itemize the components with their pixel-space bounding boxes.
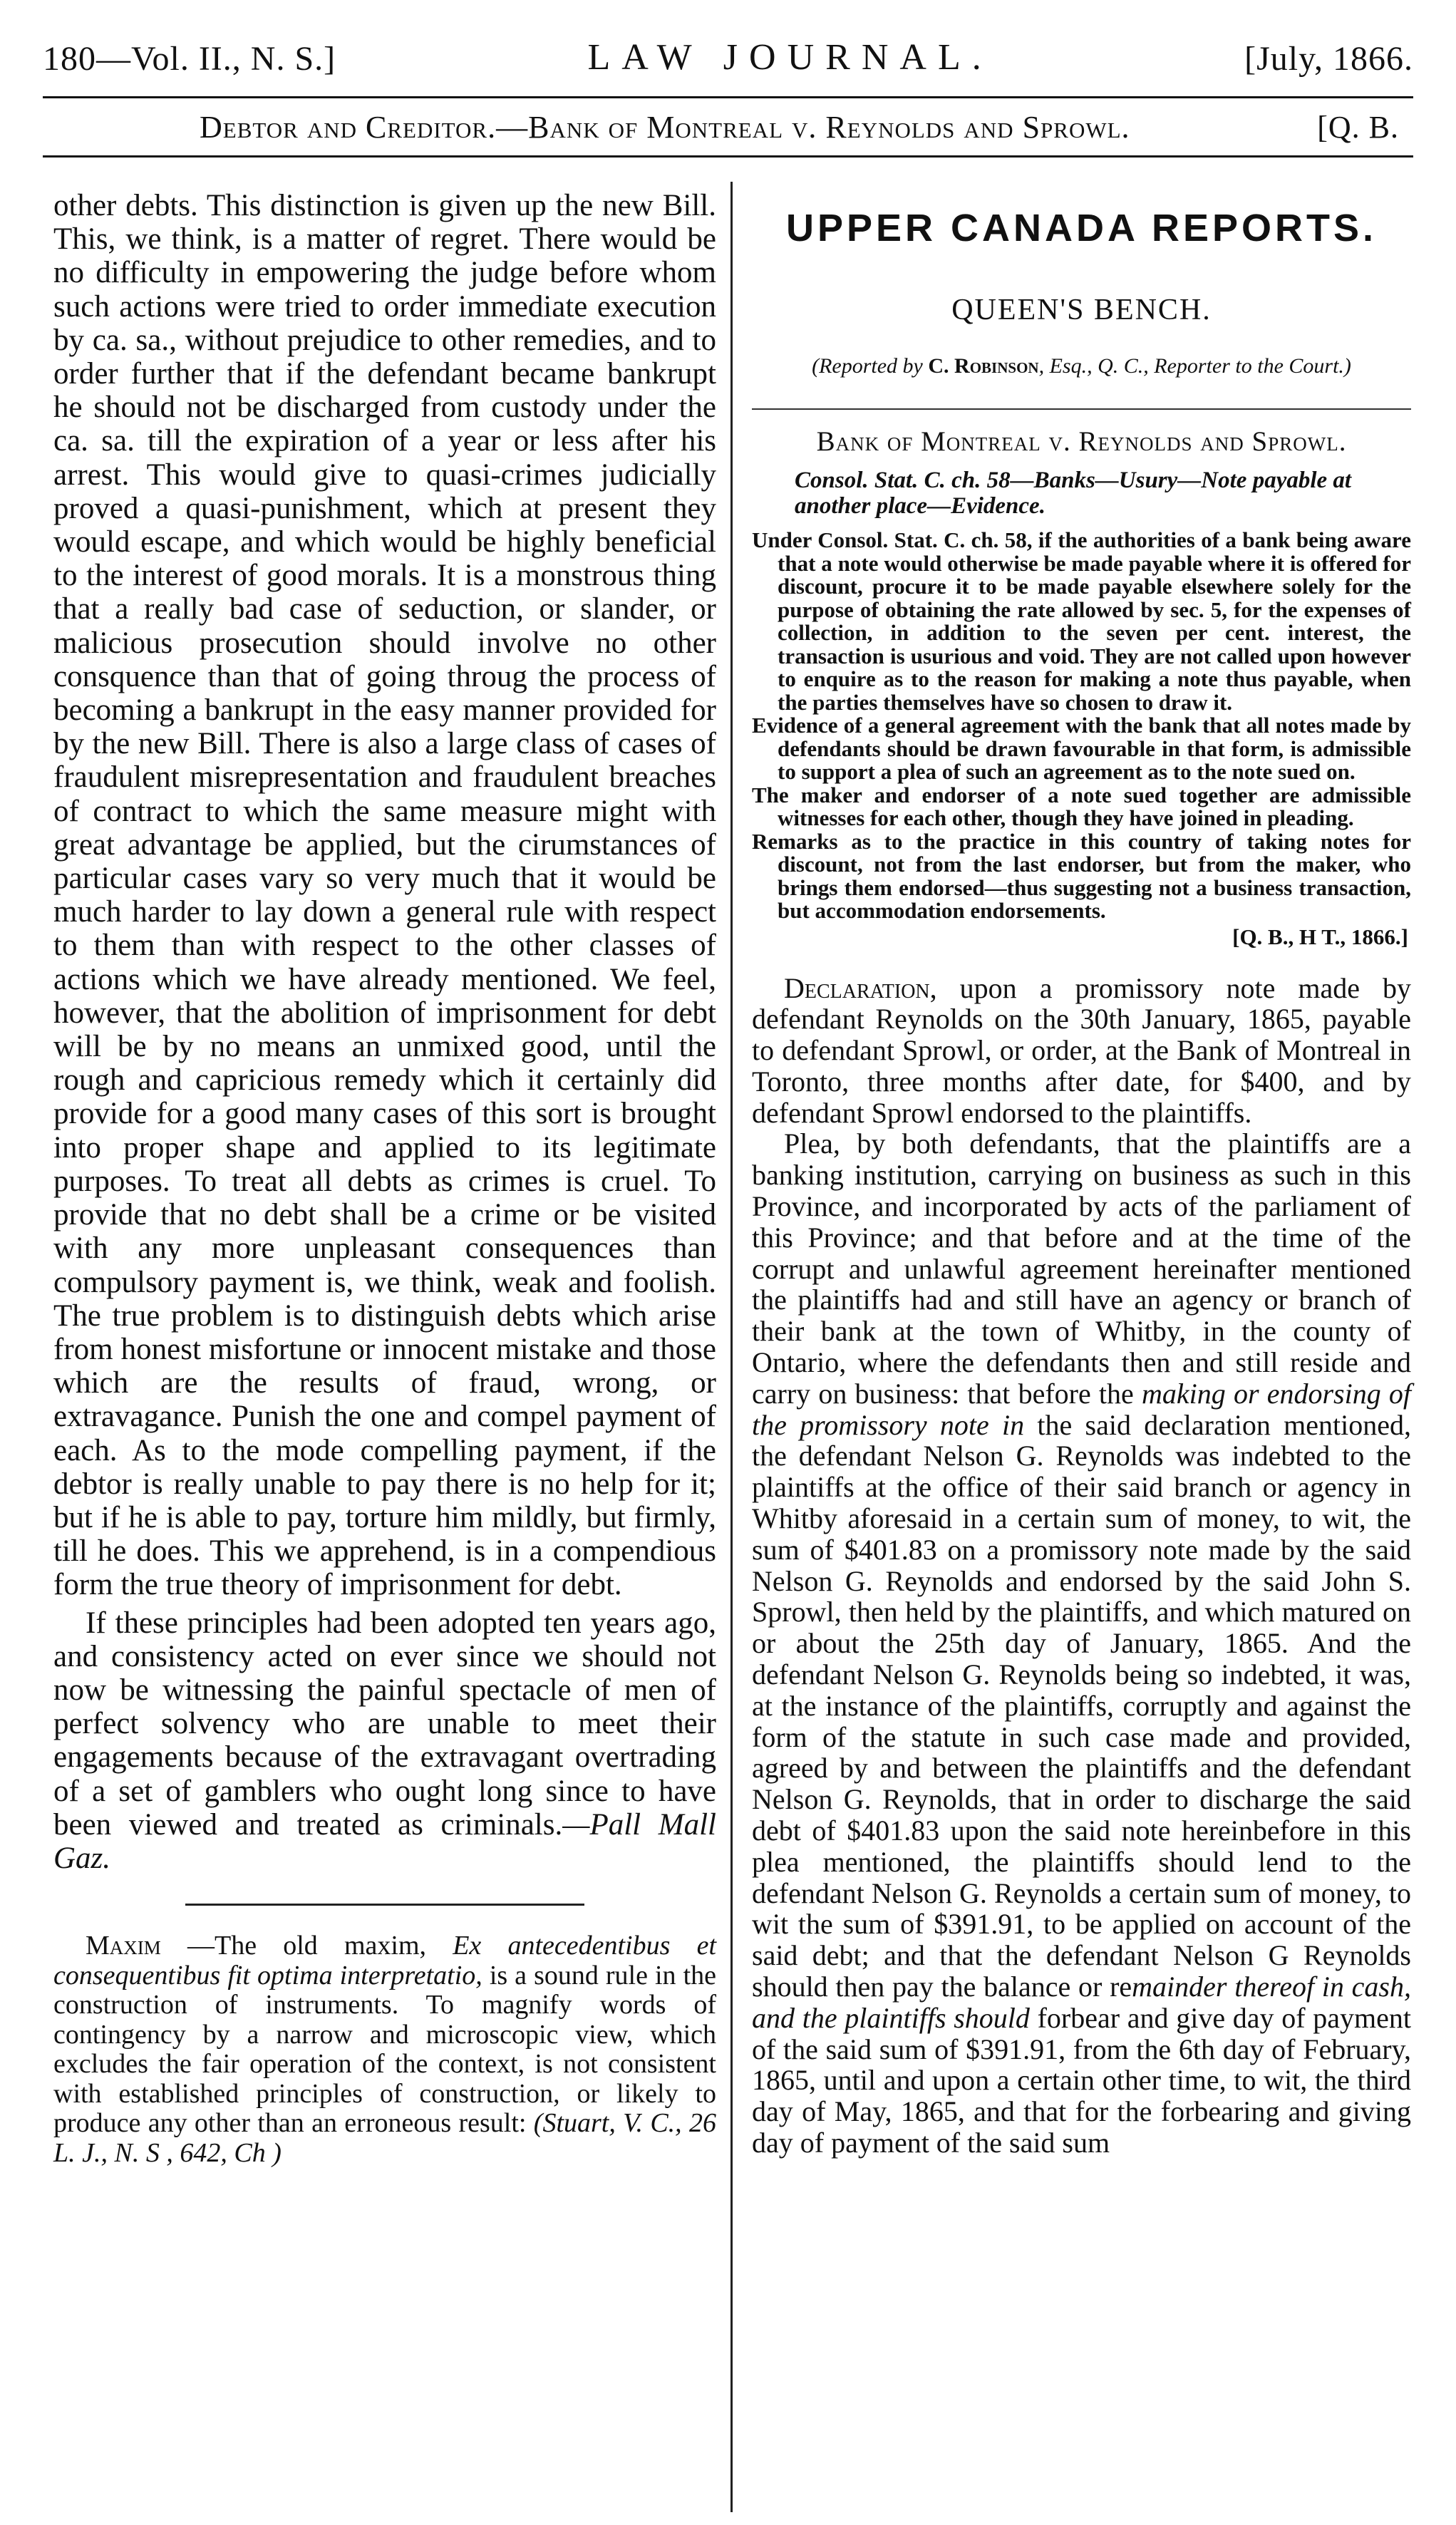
declaration-text: , upon a promissory note made by defendant Reynolds on the 30th January, 1865, payable to defendant Sprowl, or order, at the Bank of Montreal in Toronto, three months after date, for $400, and by defendant Sprowl endorsed to the plaintiffs.	[752, 971, 1411, 1129]
issue-date: [July, 1866.	[1244, 40, 1413, 78]
maxim-body: is a sound rule in the construction of instruments. To magnify words of contingency by a narrow and microscopic view, which excludes the fair operation of the context, is not consistent with established principles of construction, or likely to produce any other than an erroneous result:	[53, 1960, 716, 2139]
reporter-name: C. Robinson	[928, 354, 1039, 378]
maxim-label: Maxim	[86, 1931, 161, 1961]
maxim-paragraph	[53, 1931, 716, 2168]
page-volume: 180—Vol. II., N. S.]	[43, 40, 336, 78]
headnote: Under Consol. Stat. C. ch. 58, if the authorities of a bank being aware that a note would otherwise be made payable where it is offered for discount, procure it to be made payable elsewhere solely for the purpose of obtaining the rate allowed by sec. 5, for the expenses of collection, in addition to the seven per cent. interest, the transaction is usurious and void. They are not called upon however to enquire as to the reason for making a note thus payable, when the parties themselves have so chosen to draw it.	[752, 527, 1411, 715]
declaration-paragraph	[752, 973, 1411, 1129]
case-title: Bank of Montreal v. Reynolds and Sprowl.	[752, 408, 1411, 458]
plea-text: Plea, by both defendants, that the plaintiffs are a banking institution, carrying on business as such in this Province, and incorporated by acts of the parliament of this Province; and that before and at the time of the corrupt and unlawful agreement hereinafter mentioned the plaintiffs had and still have an agency or branch of their bank at the town of Whitby, in the county of Ontario, where the defendants then and still reside and carry on business: that before the	[752, 1127, 1411, 1410]
right-column	[752, 189, 1411, 2159]
maxim-intro: —The old maxim,	[187, 1931, 427, 1961]
maxim-latin: Ex antecedentibus et consequentibus fit optima interpretatio,	[53, 1931, 717, 1990]
column-divider	[730, 182, 733, 2512]
declaration-label: Declaration	[784, 971, 930, 1004]
headnote: Remarks as to the practice in this country of taking notes for discount, not from the last endorser, but from the maker, who brings them endorsed—thus suggesting not a business transaction, but accommodation endorsements.	[752, 828, 1411, 923]
journal-title: LAW JOURNAL.	[587, 37, 993, 78]
catchline: Consol. Stat. C. ch. 58—Banks—Usury—Note payable at another place—Evidence.	[795, 468, 1352, 519]
article-paragraph	[53, 1606, 716, 1876]
case-heading: Debtor and Creditor.—Bank of Montreal v. Reynolds and Sprowl.	[200, 109, 1130, 145]
court-reference: [Q. B.	[1317, 109, 1399, 145]
source-attribution: —Pall Mall Gaz.	[53, 1807, 716, 1875]
case-citation: [Q. B., H T., 1866.]	[1232, 924, 1408, 949]
running-header	[43, 29, 1413, 78]
section-divider	[185, 1904, 584, 1906]
court-title: QUEEN'S BENCH.	[951, 294, 1212, 326]
plea-italic: making or endorsing of the promissory note in	[752, 1377, 1412, 1441]
headnote: The maker and endorser of a note sued together are admissible witnesses for each other, though they have joined in pleading.	[752, 782, 1411, 830]
left-column	[53, 189, 716, 2168]
article-paragraph: other debts. This distinction is given up the new Bill. This, we think, is a matter of regret. There would be no difficulty in empowering the judge before whom such actions were tried to order immediate execution by ca. sa., without prejudice to other remedies, and to order further that if the defendant became bankrupt he should not be discharged from custody under the ca. sa. till the expiration of a year or less after his arrest. This would give to quasi-crimes judicially proved a quasi-punishment, which at present they would escape, and which would be highly beneficial to the interest of good morals. It is a monstrous thing that a really bad case of seduction, or slander, or malicious prosecution should involve no other consquence than that of going throug the process of becoming a bankrupt in the easy manner provided for by the new Bill. There is also a large class of cases of fraudulent misrepresentation and fraudulent breaches of contract to which the same measure might with great advantage be applied, but the cirumstances of particular cases vary so very much that it would be much harder to lay down a general rule with respect to them than with respect to the other classes of actions which we have already mentioned. We feel, however, that the abolition of imprisonment for debt will be by no means an unmixed good, until the rough and capricious remedy which it certainly did provide for a good many cases of this sort is brought into proper shape and applied to its legitimate purposes. To treat all debts as crimes is cruel. To provide that no debt shall be a crime or be visited with any more unpleasant consequences than compulsory payment is, we think, weak and foolish. The true problem is to distinguish debts which arise from honest misfortune or innocent mistake and those which are the results of fraud, wrong, or extravagance. Punish the one and compel payment of each. As to the mode compelling payment, if the debtor is really unable to pay there is no help for it; but if he is able to pay, torture him mildly, but firmly, till he does. This we apprehend, is in a compendious form the true theory of imprisonment for debt.	[53, 189, 716, 1602]
headnote: Evidence of a general agreement with the bank that all notes made by defendants should be drawn favourable in that form, is admissible to support a plea of such an agreement as to the note sued on.	[752, 713, 1411, 784]
plea-text: the said declaration mentioned, the defendant Nelson G. Reynolds was indebted to the plaintiffs at the office of their said branch or agency in Whitby aforesaid in a certain sum of money, to wit, the sum of $401.83 on a promissory note made by the said Nelson G. Reynolds and endorsed by the said John S. Sprowl, then held by the plaintiffs, and which matured on or about the 25th day of January, 1865. And the defendant Nelson G. Reynolds being so indebted, it was, at the instance of the plaintiffs, corruptly and against the form of the statute in such case made and provided, agreed by and between the plaintiffs and the defendant Nelson G. Reynolds, that in order to discharge the said debt of $401.83 upon the said note hereinbefore in this plea mentioned, the plaintiffs should lend to the defendant Nelson G. Reynolds a certain sum of money, to wit the sum of $391.91, to be applied on account of the said debt; and that the defendant Nelson G Reynolds should then pay the balance or re	[752, 1408, 1412, 2003]
plea-text: forbear and give day of payment of the said sum of $391.91, from the 6th day of February, 1865, until and upon a certain other time, to wit, the third day of May, 1865, and that for the forbearing and giving day of payment of the said sum	[752, 2001, 1412, 2159]
reporter-line	[752, 354, 1411, 378]
section-subheader	[43, 96, 1413, 158]
paragraph-text: If these principles had been adopted ten years ago, and consistency acted on ever since we should not now be witnessing the painful spectacle of men of perfect solvency who are unable to meet their engagements because of the extravagant overtrading of a set of gamblers who ought long since to have been viewed and treated as criminals.	[53, 1606, 716, 1842]
maxim-citation: (Stuart, V. C., 26 L. J., N. S , 642, Ch )	[53, 2108, 717, 2168]
reporter-suffix: , Esq., Q. C., Reporter to the Court.)	[1038, 354, 1351, 378]
plea-italic: mainder thereof in cash, and the plaintiffs should	[752, 1971, 1411, 2034]
plea-paragraph	[752, 1128, 1411, 2158]
reporter-prefix: (Reported by	[812, 354, 923, 378]
reports-title: UPPER CANADA REPORTS.	[785, 207, 1378, 249]
